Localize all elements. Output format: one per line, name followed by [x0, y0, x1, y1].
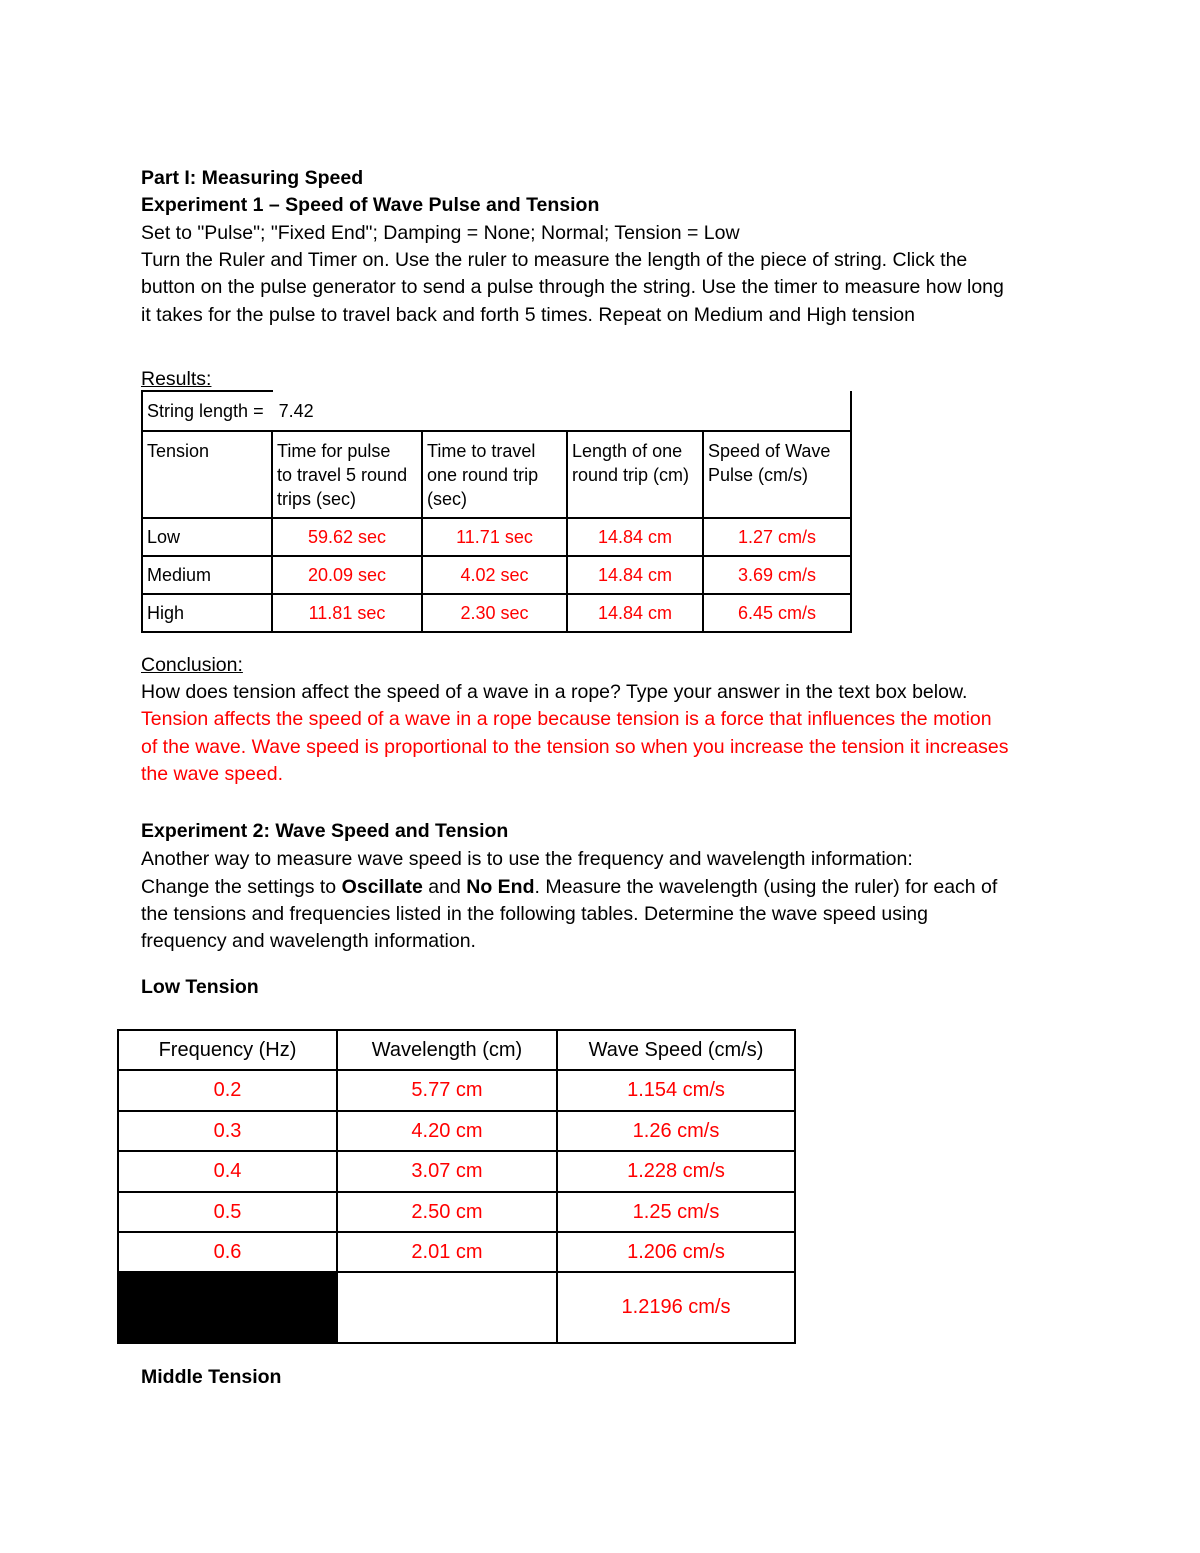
header-text: Time to travel	[427, 441, 536, 461]
cell-value: 1.154 cm/s	[557, 1070, 795, 1111]
answer-line-2: of the wave. Wave speed is proportional to the tension so when you increase the tension it increases	[141, 736, 1009, 758]
conclusion-label: Conclusion:	[141, 654, 243, 676]
cell-value: 2.50 cm	[337, 1192, 557, 1232]
header-speed	[703, 431, 851, 518]
header-time-five-trips	[272, 431, 422, 518]
empty-cell	[337, 1272, 557, 1343]
cell-value: 0.3	[118, 1111, 337, 1151]
middle-tension-title: Middle Tension	[141, 1366, 282, 1388]
header-text: round trip (cm)	[572, 465, 690, 485]
row-label-high: High	[142, 594, 272, 632]
cell-value: 2.30 sec	[422, 594, 567, 632]
table-row	[142, 594, 851, 632]
string-length-value: 7.42	[278, 400, 314, 421]
answer-line-3: the wave speed.	[141, 763, 284, 785]
cell-value: 1.228 cm/s	[557, 1151, 795, 1192]
text-segment: Change the settings to	[141, 876, 342, 898]
part-title: Part I: Measuring Speed	[141, 167, 364, 189]
no-end-setting: No End	[466, 876, 535, 898]
table-row	[118, 1151, 795, 1192]
table-row	[118, 1070, 795, 1111]
header-time-one-trip	[422, 431, 567, 518]
header-tension	[142, 431, 272, 518]
pulse-results-table	[141, 391, 852, 633]
table-row	[142, 556, 851, 594]
header-length	[567, 431, 703, 518]
cell-value: 0.2	[118, 1070, 337, 1111]
header-text: Speed of Wave	[708, 441, 831, 461]
cell-value: 14.84 cm	[567, 518, 703, 556]
table-row	[118, 1111, 795, 1151]
results-label: Results:	[141, 368, 212, 390]
table-row	[118, 1192, 795, 1232]
conclusion-question: How does tension affect the speed of a wave in a rope? Type your answer in the text box below.	[141, 681, 968, 703]
cell-value: 1.25 cm/s	[557, 1192, 795, 1232]
cell-value: 6.45 cm/s	[703, 594, 851, 632]
cell-value: 20.09 sec	[272, 556, 422, 594]
header-text: (sec)	[427, 489, 467, 509]
table-header-row	[142, 431, 851, 518]
answer-line-1: Tension affects the speed of a wave in a rope because tension is a force that influences the motion	[141, 708, 992, 730]
cell-value: 14.84 cm	[567, 594, 703, 632]
oscillate-setting: Oscillate	[341, 876, 423, 898]
instruction-line-2: button on the pulse generator to send a pulse through the string. Use the timer to measure how long	[141, 276, 1004, 298]
cell-value: 5.77 cm	[337, 1070, 557, 1111]
instruction-line-3: it takes for the pulse to travel back and forth 5 times. Repeat on Medium and High tension	[141, 304, 915, 326]
experiment-2-line-2	[141, 875, 997, 899]
cell-value: 0.4	[118, 1151, 337, 1192]
experiment-1-title: Experiment 1 – Speed of Wave Pulse and Tension	[141, 194, 600, 216]
cell-value: 4.02 sec	[422, 556, 567, 594]
average-row	[118, 1272, 795, 1343]
cell-value: 4.20 cm	[337, 1111, 557, 1151]
cell-value: 1.26 cm/s	[557, 1111, 795, 1151]
average-wave-speed: 1.2196 cm/s	[557, 1272, 795, 1343]
string-length-row	[142, 391, 851, 431]
table-row	[118, 1232, 795, 1272]
instruction-line-1: Turn the Ruler and Timer on. Use the ruler to measure the length of the piece of string. Click the	[141, 249, 968, 271]
cell-value: 59.62 sec	[272, 518, 422, 556]
string-length-cell	[142, 391, 851, 431]
low-tension-title: Low Tension	[141, 976, 259, 998]
experiment-2-line-3: the tensions and frequencies listed in the following tables. Determine the wave speed using	[141, 903, 928, 925]
header-text: trips (sec)	[277, 489, 357, 509]
blacked-out-cell	[118, 1272, 337, 1343]
header-text: Pulse (cm/s)	[708, 465, 809, 485]
cell-value: 0.6	[118, 1232, 337, 1272]
experiment-2-line-1: Another way to measure wave speed is to use the frequency and wavelength information:	[141, 848, 913, 870]
cell-value: 14.84 cm	[567, 556, 703, 594]
header-text: Time for pulse	[277, 441, 391, 461]
cell-value: 1.27 cm/s	[703, 518, 851, 556]
cell-value: 11.71 sec	[422, 518, 567, 556]
table-row	[142, 518, 851, 556]
cell-value: 3.07 cm	[337, 1151, 557, 1192]
header-text: Length of one	[572, 441, 683, 461]
header-frequency: Frequency (Hz)	[118, 1030, 337, 1070]
cell-value: 2.01 cm	[337, 1232, 557, 1272]
header-text: to travel 5 round	[277, 465, 408, 485]
low-tension-table	[117, 1029, 796, 1344]
cell-value: 1.206 cm/s	[557, 1232, 795, 1272]
row-label-medium: Medium	[142, 556, 272, 594]
text-segment: . Measure the wavelength (using the ruler) for each of	[534, 876, 998, 898]
experiment-2-title: Experiment 2: Wave Speed and Tension	[141, 820, 509, 842]
header-wave-speed: Wave Speed (cm/s)	[557, 1030, 795, 1070]
cell-value: 0.5	[118, 1192, 337, 1232]
experiment-2-line-4: frequency and wavelength information.	[141, 930, 476, 952]
row-label-low: Low	[142, 518, 272, 556]
cell-value: 3.69 cm/s	[703, 556, 851, 594]
string-length-label: String length =	[147, 400, 264, 421]
text-segment: and	[422, 876, 467, 898]
experiment-1-settings: Set to "Pulse"; "Fixed End"; Damping = None; Normal; Tension = Low	[141, 222, 740, 244]
header-text: one round trip	[427, 465, 539, 485]
cell-value: 11.81 sec	[272, 594, 422, 632]
table-header-row	[118, 1030, 795, 1070]
header-text: Tension	[147, 441, 210, 461]
header-wavelength: Wavelength (cm)	[337, 1030, 557, 1070]
